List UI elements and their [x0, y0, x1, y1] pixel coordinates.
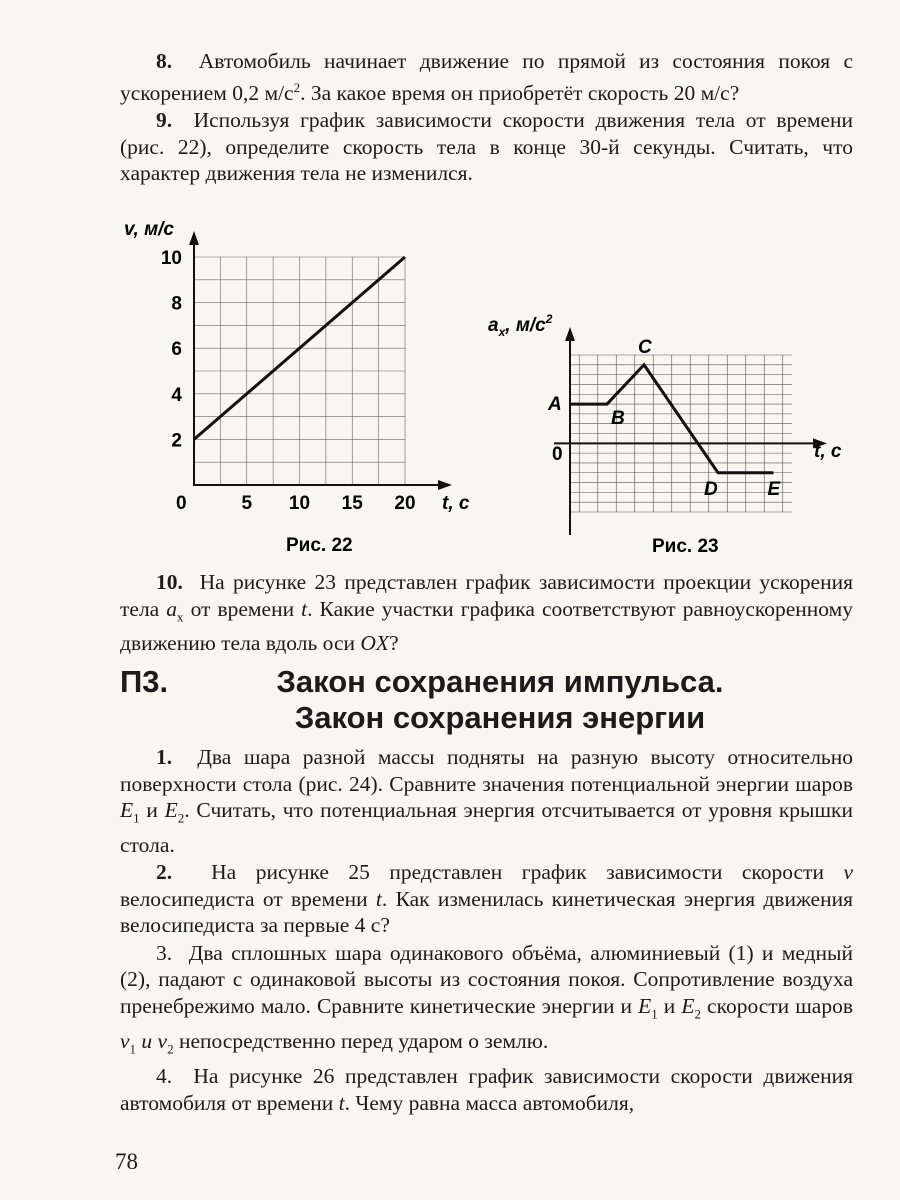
- subscript: x: [177, 608, 184, 624]
- y-tick-label: 6: [171, 339, 182, 361]
- y-tick-label: 2: [171, 430, 182, 452]
- problem-text: Автомобиль начинает движение по прямой из состояния покоя с ускорением 0,2 м/с: [120, 49, 854, 105]
- fig23-ylabel: $a_x$, $м/с^2$: [488, 312, 553, 339]
- problem-10: [120, 569, 853, 657]
- section-title: [220, 664, 780, 736]
- point-label-b: B: [611, 408, 625, 430]
- problem-text: Два сплошных шара одинакового объёма, алюминиевый (1) и медный (2), падают с одинаковой высоты из состояния покоя. Сопротивление воздуха пренебрежимо мало. Сравните кинетические энергии и: [120, 940, 854, 1018]
- problem-9: [120, 107, 853, 187]
- problem-number: 8.: [156, 49, 173, 73]
- var-ox: OX: [360, 631, 390, 656]
- y-axis-arrow: [565, 327, 575, 341]
- and-italic: и: [136, 1028, 158, 1053]
- subscript: 1: [129, 1040, 137, 1056]
- problems-top: [120, 48, 853, 187]
- fig23-grid: [570, 355, 792, 512]
- problem-text: На рисунке 26 представлен график зависимости скорости движения автомобиля от времени: [120, 1064, 854, 1115]
- problem-number: 2.: [156, 860, 173, 885]
- problem-number: 10.: [156, 570, 183, 594]
- figure-22: [110, 215, 490, 560]
- problem-text: и: [657, 993, 682, 1018]
- section-problem-4: [120, 1063, 853, 1116]
- subscript: 2: [167, 1040, 174, 1056]
- problem-text: . Чему равна масса автомобиля,: [344, 1090, 635, 1115]
- problem-text: и: [139, 798, 165, 822]
- subscript: 2: [694, 1006, 701, 1022]
- problem-10-block: [120, 569, 853, 657]
- var-t: t: [301, 596, 308, 621]
- fig23-zero: 0: [552, 444, 563, 465]
- subscript: 2: [177, 810, 185, 826]
- problem-8: [120, 48, 853, 106]
- fig23-caption: Рис. 23: [652, 536, 719, 557]
- problem-text: скорости шаров: [701, 993, 853, 1018]
- problem-text: ?: [389, 631, 399, 656]
- var-v: v: [843, 860, 853, 885]
- section-code: П3.: [120, 664, 169, 699]
- problem-text: На рисунке 25 представлен график зависимости скорости: [211, 860, 844, 885]
- x-tick-label: 5: [241, 493, 253, 514]
- y-axis-arrow: [189, 231, 199, 245]
- y-tick-label: 8: [171, 293, 182, 315]
- y-tick-label: 10: [160, 248, 182, 269]
- var-e: E: [638, 993, 652, 1018]
- fig22-ylabel: v, м/с: [124, 219, 174, 240]
- problem-text: от времени: [183, 596, 302, 621]
- x-tick-label: 20: [394, 493, 416, 514]
- problems-section: [120, 744, 853, 1116]
- superscript: 2: [293, 79, 301, 95]
- fig22-origin: 0: [176, 493, 187, 514]
- subscript: 1: [651, 1006, 658, 1022]
- var-e: E: [120, 798, 134, 822]
- problem-text: . За какое время он приобретёт скорость 20 м/с?: [300, 80, 740, 105]
- var-t: t: [375, 886, 382, 911]
- fig22-axes: [189, 231, 452, 490]
- var-v: v: [157, 1028, 168, 1053]
- x-tick-label: 10: [288, 493, 311, 514]
- fig22-xlabel: t, с: [442, 493, 470, 514]
- fig23-xlabel: t, с: [814, 441, 842, 462]
- problem-text: Два шара разной массы подняты на разную высоту относительно поверхности стола (рис. 24). Сравните значения потенциальной энергии шаров: [120, 745, 853, 796]
- var-a: a: [166, 596, 178, 621]
- problem-text: . Какие участки графика соответствуют равноускоренному движению тела вдоль оси: [120, 596, 853, 656]
- point-label-e: E: [767, 478, 781, 500]
- problem-text: непосредственно перед ударом о землю.: [173, 1028, 549, 1053]
- section-problem-1: [120, 744, 853, 858]
- problem-text: Используя график зависимости скорости движения тела от времени (рис. 22), определите скорость тела в конце 30-й секунды. Считать, что характер движения тела не изменился.: [120, 108, 853, 186]
- page-number: 78: [115, 1149, 138, 1174]
- problem-number: 9.: [156, 108, 173, 133]
- problem-text: . Считать, что потенциальная энергия отсчитывается от уровня крышки стола.: [120, 798, 853, 857]
- figure-23: [480, 305, 860, 560]
- x-axis-arrow: [438, 480, 452, 490]
- problem-number: 1.: [156, 745, 173, 769]
- var-e: E: [681, 993, 695, 1018]
- fig22-grid: [194, 257, 405, 485]
- var-t: t: [338, 1090, 345, 1115]
- section-problem-2: [120, 859, 853, 939]
- var-v: v: [120, 1028, 130, 1053]
- section-title-line2: Закон сохранения энергии: [294, 700, 706, 735]
- problem-text: . Как изменилась кинетическая энергия движения велосипедиста за первые 4 с?: [120, 886, 853, 938]
- problem-text: велосипедиста от времени: [120, 886, 376, 911]
- x-tick-label: 15: [341, 493, 363, 514]
- point-label-a: A: [548, 394, 562, 416]
- point-label-c: C: [638, 336, 652, 358]
- point-label-d: D: [704, 478, 718, 500]
- section-title-line1: Закон сохранения импульса.: [276, 664, 724, 699]
- y-tick-label: 4: [171, 384, 182, 406]
- section-problem-3: [120, 940, 853, 1063]
- problem-number: 4.: [156, 1064, 173, 1089]
- fig22-caption: Рис. 22: [286, 535, 353, 556]
- problem-text: На рисунке 23 представлен график зависимости проекции ускорения тела: [120, 570, 854, 621]
- subscript: 1: [133, 810, 140, 826]
- var-e: E: [164, 798, 178, 822]
- problem-number: 3.: [156, 940, 173, 965]
